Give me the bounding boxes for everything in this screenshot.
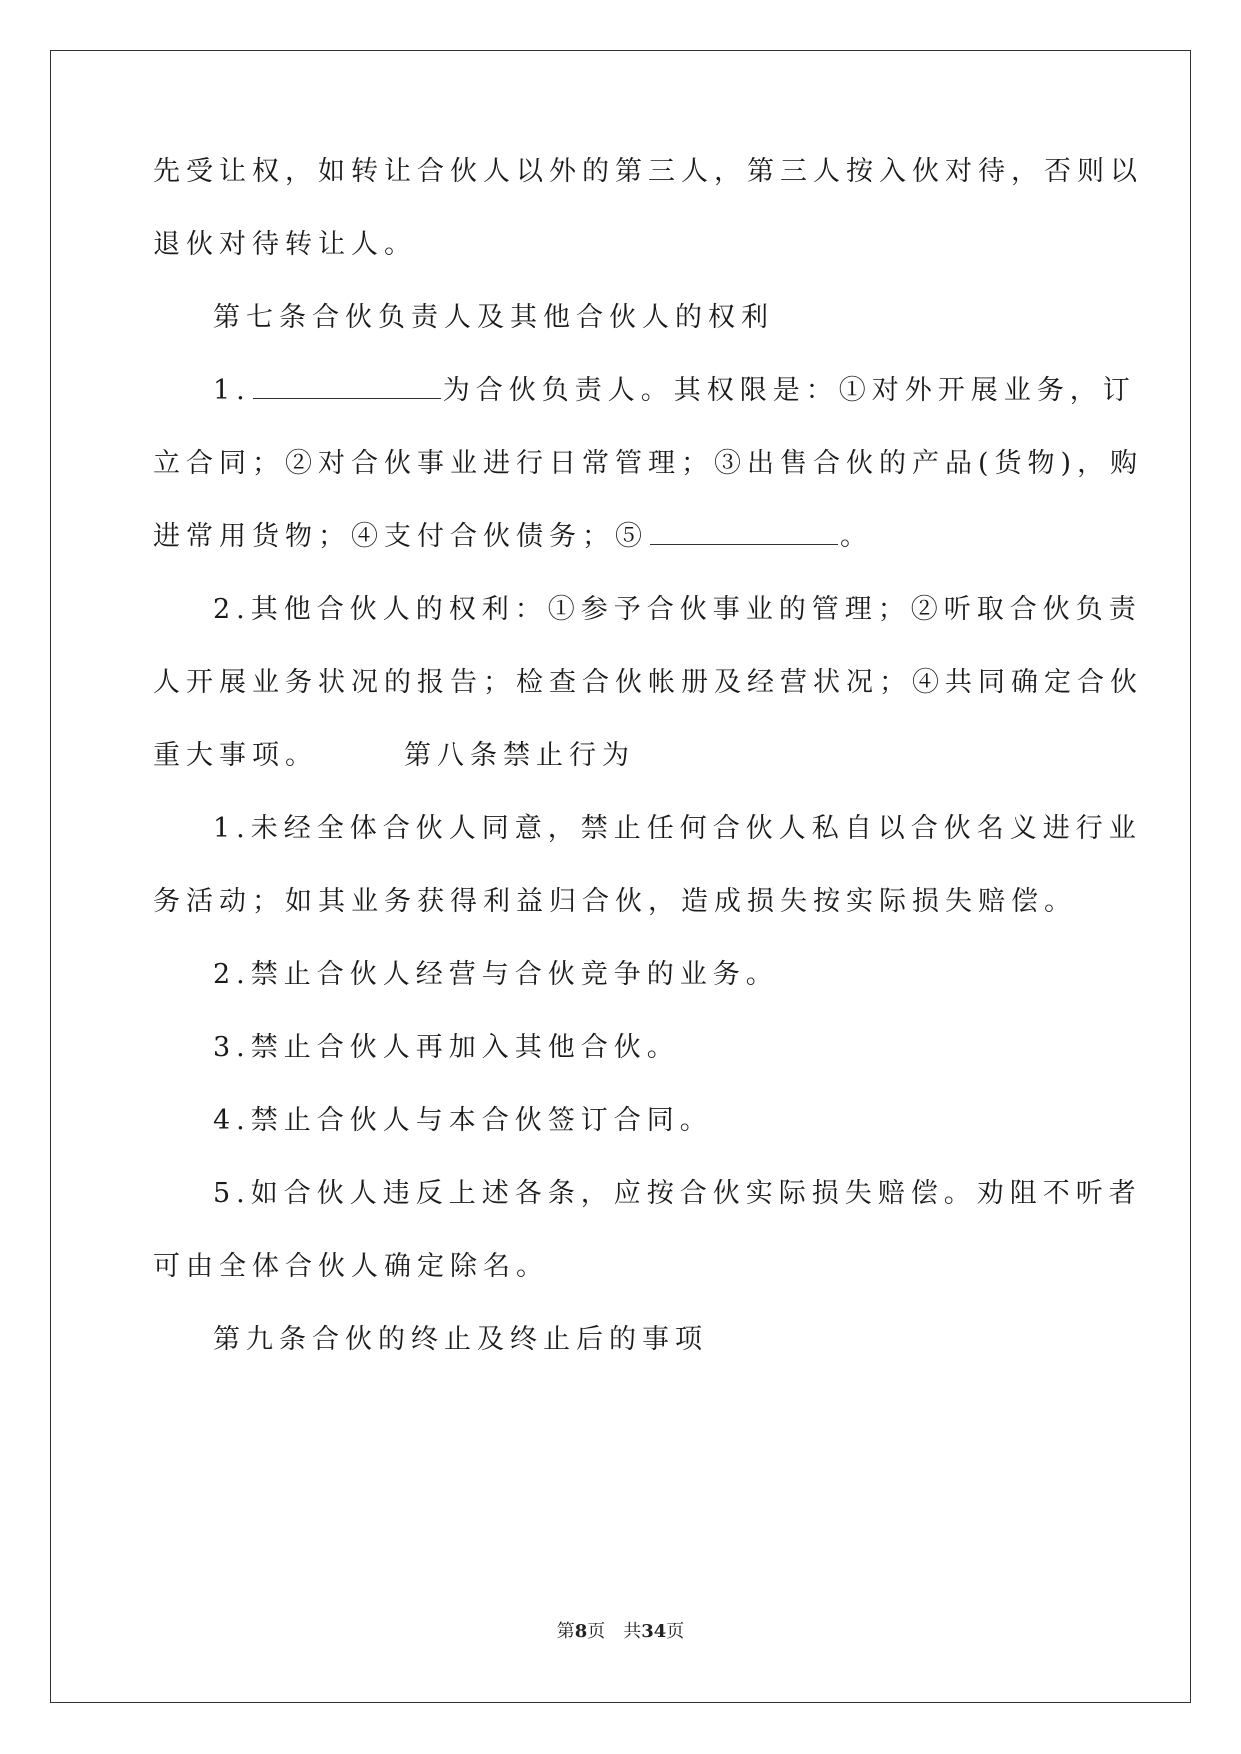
article-9-title: 第九条合伙的终止及终止后的事项 <box>213 1324 708 1355</box>
footer-mid: 页 共 <box>587 1621 642 1642</box>
ban-4-line: 4.禁止合伙人与本合伙签订合同。 <box>213 1105 713 1136</box>
paragraph-line: 立合同；②对合伙事业进行日常管理；③出售合伙的产品(货物)，购 <box>153 448 1144 479</box>
paragraph-line: 退伙对待转让人。 <box>153 229 417 260</box>
page-footer <box>0 1617 1241 1643</box>
total-pages: 34 <box>641 1621 667 1642</box>
fill-in-blank <box>650 522 838 545</box>
paragraph-line: 可由全体合伙人确定除名。 <box>153 1251 549 1282</box>
article-8-title: 第八条禁止行为 <box>404 740 635 771</box>
page-number: 8 <box>574 1621 588 1642</box>
item-1-line-3 <box>153 517 873 557</box>
footer-suffix: 页 <box>666 1621 685 1642</box>
ban-1-line: 1.未经全体合伙人同意，禁止任何合伙人私自以合伙名义进行业 <box>213 813 1142 844</box>
item-2-line: 2.其他合伙人的权利：①参予合伙事业的管理；②听取合伙负责 <box>213 594 1142 625</box>
item-number: 1. <box>213 375 251 406</box>
item-2-line-3 <box>153 736 635 776</box>
footer-prefix: 第 <box>556 1621 575 1642</box>
item-text: 。 <box>840 521 873 552</box>
item-text: 为合伙负责人。其权限是：①对外开展业务，订 <box>442 375 1136 406</box>
paragraph-line: 务活动；如其业务获得利益归合伙，造成损失按实际损失赔偿。 <box>153 886 1077 917</box>
paragraph-line: 先受让权，如转让合伙人以外的第三人，第三人按入伙对待，否则以 <box>153 156 1143 187</box>
ban-3-line: 3.禁止合伙人再加入其他合伙。 <box>213 1032 680 1063</box>
item-1-line <box>213 371 1136 411</box>
item-text: 重大事项。 <box>153 740 318 771</box>
ban-2-line: 2.禁止合伙人经营与合伙竞争的业务。 <box>213 959 779 990</box>
ban-5-line: 5.如合伙人违反上述各条，应按合伙实际损失赔偿。劝阻不听者 <box>213 1178 1142 1209</box>
article-7-title: 第七条合伙负责人及其他合伙人的权利 <box>213 302 774 333</box>
fill-in-blank <box>253 376 441 399</box>
item-text: 进常用货物；④支付合伙债务；⑤ <box>153 521 648 552</box>
paragraph-line: 人开展业务状况的报告；检查合伙帐册及经营状况；④共同确定合伙 <box>153 667 1143 698</box>
